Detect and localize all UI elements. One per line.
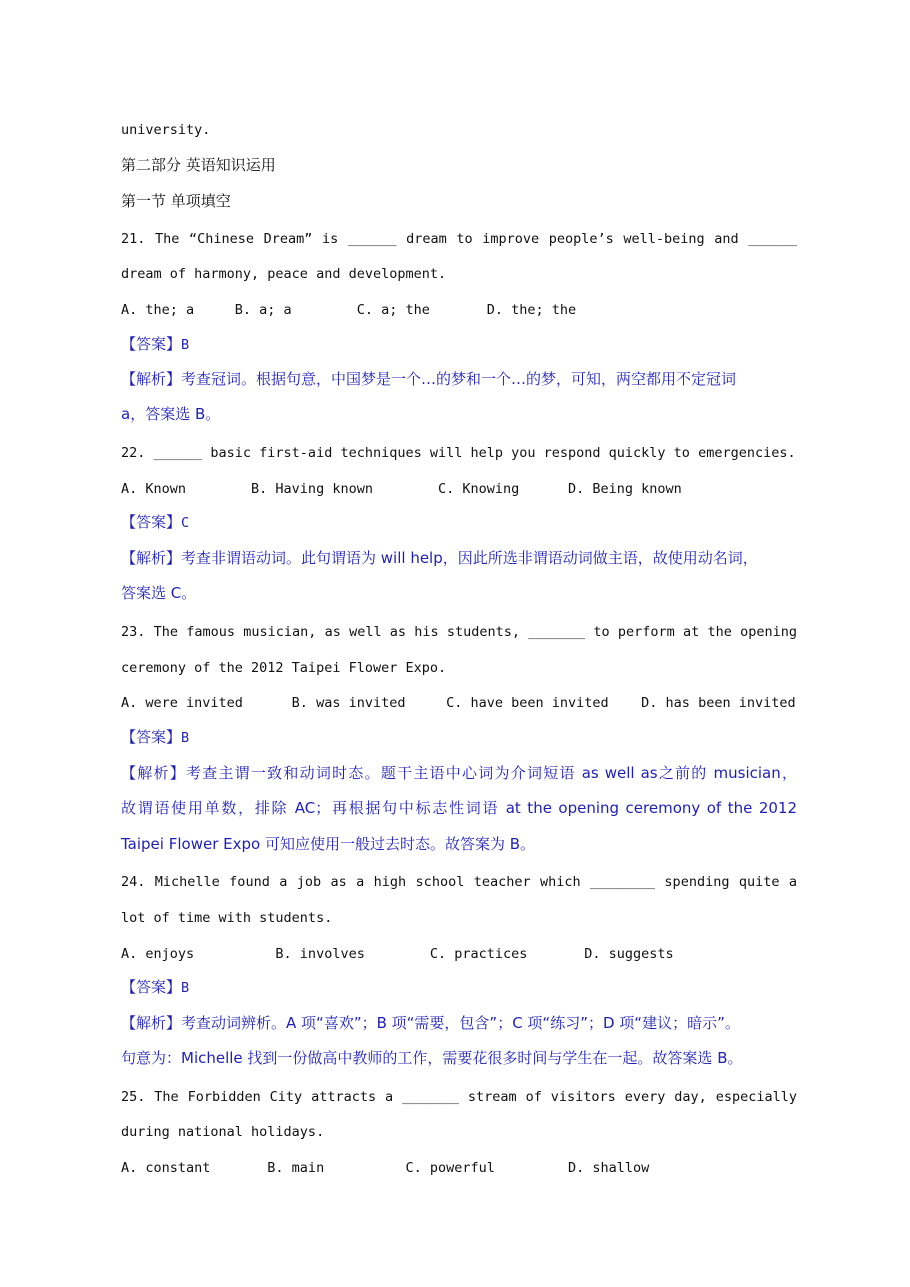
question-21-analysis-line-2: a，答案选 B。 bbox=[121, 405, 221, 423]
question-21-line-1: 21. The “Chinese Dream” is ______ dream to improve people’s well-being and ______ bbox=[121, 231, 797, 247]
answer-tag: 【答案】 bbox=[121, 513, 182, 531]
answer-tag: 【答案】 bbox=[121, 335, 182, 353]
question-23-analysis bbox=[121, 763, 797, 783]
question-25-line-2: during national holidays. bbox=[121, 1124, 325, 1140]
answer-value: B bbox=[181, 730, 190, 746]
analysis-tag: 【解析】 bbox=[121, 764, 186, 782]
section-heading: 第二部分 英语知识运用 bbox=[121, 156, 276, 174]
question-22-options: A. Known B. Having known C. Knowing D. Being known bbox=[121, 481, 682, 497]
question-25-options: A. constant B. main C. powerful D. shallow bbox=[121, 1160, 650, 1176]
answer-value: C bbox=[181, 515, 190, 531]
question-25-line-1: 25. The Forbidden City attracts a _______ stream of visitors every day, especially bbox=[121, 1089, 797, 1105]
analysis-text: 考查非谓语动词。此句谓语为 will help，因此所选非谓语动词做主语，故使用动名词， bbox=[181, 549, 758, 567]
question-22-analysis bbox=[121, 548, 758, 568]
analysis-tag: 【解析】 bbox=[121, 370, 182, 388]
answer-tag: 【答案】 bbox=[121, 978, 182, 996]
question-21-answer bbox=[121, 334, 189, 355]
question-24-line-2: lot of time with students. bbox=[121, 910, 333, 926]
question-24-answer bbox=[121, 977, 189, 998]
analysis-text: 考查冠词。根据句意，中国梦是一个…的梦和一个…的梦，可知，两空都用不定冠词 bbox=[181, 370, 737, 388]
question-24-line-1: 24. Michelle found a job as a high school teacher which ________ spending quite a bbox=[121, 874, 797, 890]
analysis-tag: 【解析】 bbox=[121, 549, 182, 567]
question-24-options: A. enjoys B. involves C. practices D. suggests bbox=[121, 946, 674, 962]
question-21-line-2: dream of harmony, peace and development. bbox=[121, 266, 447, 282]
question-23-line-1: 23. The famous musician, as well as his students, _______ to perform at the opening bbox=[121, 624, 797, 640]
question-22-line-1: 22. ______ basic first-aid techniques will help you respond quickly to emergencies. bbox=[121, 445, 796, 461]
subsection-heading: 第一节 单项填空 bbox=[121, 192, 231, 210]
question-21-analysis bbox=[121, 369, 736, 389]
intro-line: university. bbox=[121, 122, 211, 138]
question-24-analysis-line-2: 句意为：Michelle 找到一份做高中教师的工作，需要花很多时间与学生在一起。故答案选 B。 bbox=[121, 1049, 743, 1067]
question-21-options: A. the; a B. a; a C. a; the D. the; the bbox=[121, 302, 577, 318]
question-23-answer bbox=[121, 727, 189, 748]
analysis-tag: 【解析】 bbox=[121, 1014, 182, 1032]
answer-tag: 【答案】 bbox=[121, 728, 182, 746]
question-23-options: A. were invited B. was invited C. have been invited D. has been invited bbox=[121, 695, 796, 711]
analysis-text: 考查动词辨析。A 项“喜欢”；B 项“需要，包含”；C 项“练习”；D 项“建议；暗示”。 bbox=[181, 1014, 740, 1032]
question-23-line-2: ceremony of the 2012 Taipei Flower Expo. bbox=[121, 660, 447, 676]
question-22-analysis-line-2: 答案选 C。 bbox=[121, 584, 197, 602]
question-24-analysis bbox=[121, 1013, 740, 1033]
answer-value: B bbox=[181, 980, 190, 996]
question-23-analysis-line-2: 故谓语使用单数，排除 AC；再根据句中标志性词语 at the opening ceremony of the 2012 bbox=[121, 799, 797, 817]
answer-value: B bbox=[181, 337, 190, 353]
analysis-text: 考查主谓一致和动词时态。题干主语中心词为介词短语 as well as之前的 musician， bbox=[185, 764, 797, 782]
question-22-answer bbox=[121, 512, 189, 533]
question-23-analysis-line-3: Taipei Flower Expo 可知应使用一般过去时态。故答案为 B。 bbox=[121, 835, 536, 853]
